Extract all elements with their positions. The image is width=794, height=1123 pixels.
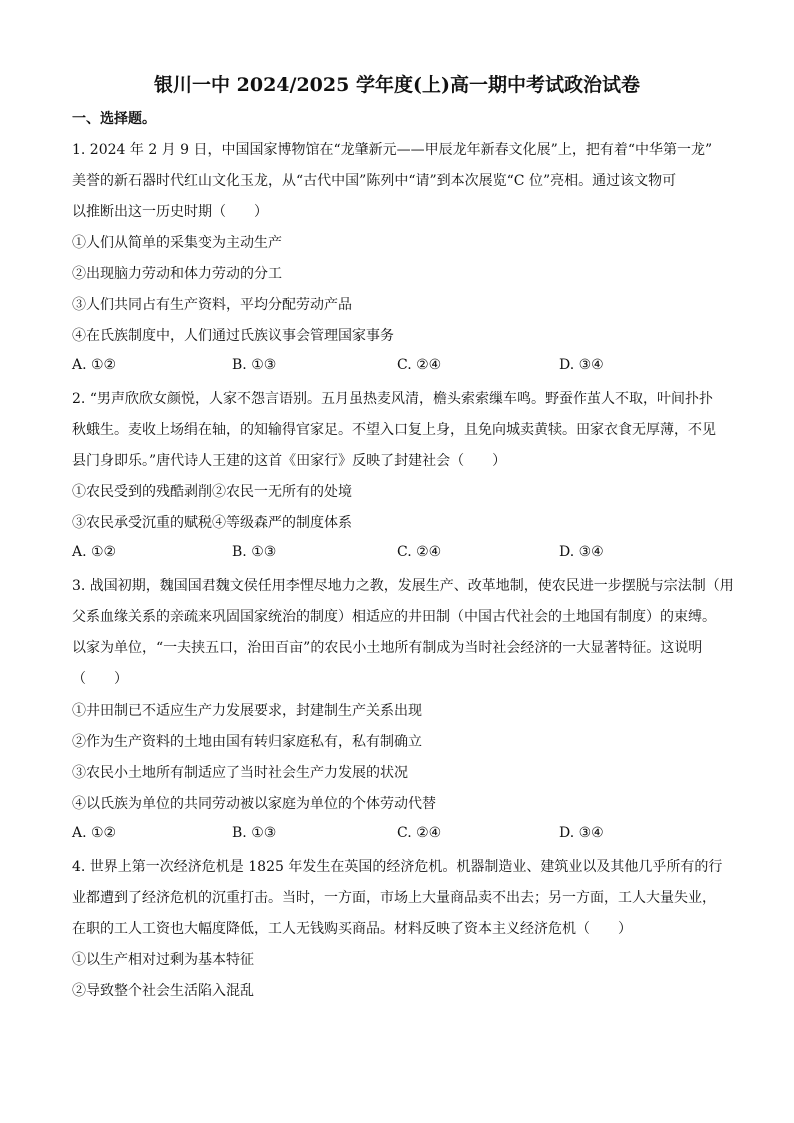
question-2-statement-2: ③农民承受沉重的赋税④等级森严的制度体系 (72, 515, 352, 531)
question-3-choices (72, 825, 732, 845)
section-heading: 一、选择题。 (72, 111, 156, 127)
question-3-statement-3: ③农民小土地所有制适应了当时社会生产力发展的状况 (72, 765, 408, 781)
question-3-stem-line-3: 以家为单位，“一夫挟五口，治田百亩”的农民小土地所有制成为当时社会经济的一大显著特征。这说明 (72, 640, 703, 656)
question-2-stem-line-2: 秋蛾生。麦收上场绢在轴，的知输得官家足。不望入口复上身，且免向城卖黄犊。田家衣食无厚薄，不见 (72, 422, 716, 438)
page-title: 银川一中 2024/2025 学年度(上)高一期中考试政治试卷 (154, 74, 640, 96)
question-2-stem-line-1: 2. “男声欣欣女颜悦，人家不怨言语别。五月虽热麦风清，檐头索索缫车鸣。野蚕作茧人不取，叶间扑扑 (72, 391, 713, 407)
question-1-statement-2: ②出现脑力劳动和体力劳动的分工 (72, 266, 282, 282)
question-4-statement-2: ②导致整个社会生活陷入混乱 (72, 983, 254, 999)
question-1-stem-line-2: 美誉的新石器时代红山文化玉龙，从“古代中国”陈列中“请”到本次展览“C 位”亮相。通过该文物可 (72, 173, 677, 189)
question-3-choice-b: B. ①③ (232, 825, 277, 841)
question-2-choice-b: B. ①③ (232, 544, 277, 560)
question-4-stem-line-1: 4. 世界上第一次经济危机是 1825 年发生在英国的经济危机。机器制造业、建筑业以及其他几乎所有的行 (72, 859, 723, 875)
question-3-choice-a: A. ①② (72, 825, 117, 841)
question-3-choice-c: C. ②④ (397, 825, 442, 841)
question-4-statement-1: ①以生产相对过剩为基本特征 (72, 952, 254, 968)
question-1-statement-1: ①人们从简单的采集变为主动生产 (72, 235, 282, 251)
question-1-stem-line-3: 以推断出这一历史时期（ ） (72, 204, 268, 220)
question-1-choice-d: D. ③④ (559, 357, 604, 373)
question-2-choice-a: A. ①② (72, 544, 117, 560)
question-3-statement-1: ①井田制已不适应生产力发展要求，封建制生产关系出现 (72, 703, 422, 719)
question-3-stem-line-2: 父系血缘关系的亲疏来巩固国家统治的制度）相适应的井田制（中国古代社会的土地国有制度）的束缚。 (72, 609, 716, 625)
question-3-statement-4: ④以氏族为单位的共同劳动被以家庭为单位的个体劳动代替 (72, 796, 436, 812)
question-3-statement-2: ②作为生产资料的土地由国有转归家庭私有，私有制确立 (72, 734, 422, 750)
question-1-statement-4: ④在氏族制度中，人们通过氏族议事会管理国家事务 (72, 328, 394, 344)
question-3-choice-d: D. ③④ (559, 825, 604, 841)
question-1-stem-line-1: 1. 2024 年 2 月 9 日，中国国家博物馆在“龙肇新元——甲辰龙年新春文化展”上，把有着“中华第一龙” (72, 142, 713, 158)
question-1-choices (72, 357, 732, 377)
question-2-choice-d: D. ③④ (559, 544, 604, 560)
question-2-choice-c: C. ②④ (397, 544, 442, 560)
question-1-choice-b: B. ①③ (232, 357, 277, 373)
question-1-choice-a: A. ①② (72, 357, 117, 373)
question-4-stem-line-3: 在职的工人工资也大幅度降低，工人无钱购买商品。材料反映了资本主义经济危机（ ） (72, 921, 632, 937)
question-2-choices (72, 544, 732, 564)
question-1-choice-c: C. ②④ (397, 357, 442, 373)
question-3-stem-line-4: （ ） (72, 671, 128, 687)
question-2-stem-line-3: 县门身即乐。”唐代诗人王建的这首《田家行》反映了封建社会（ ） (72, 453, 507, 469)
question-4-stem-line-2: 业都遭到了经济危机的沉重打击。当时，一方面，市场上大量商品卖不出去；另一方面，工人大量失业， (72, 890, 716, 906)
question-2-statement-1: ①农民受到的残酷剥削②农民一无所有的处境 (72, 484, 352, 500)
question-1-statement-3: ③人们共同占有生产资料，平均分配劳动产品 (72, 297, 352, 313)
question-3-stem-line-1: 3. 战国初期，魏国国君魏文侯任用李悝尽地力之教，发展生产、改革地制，使农民进一步摆脱与宗法制（用 (72, 578, 734, 594)
